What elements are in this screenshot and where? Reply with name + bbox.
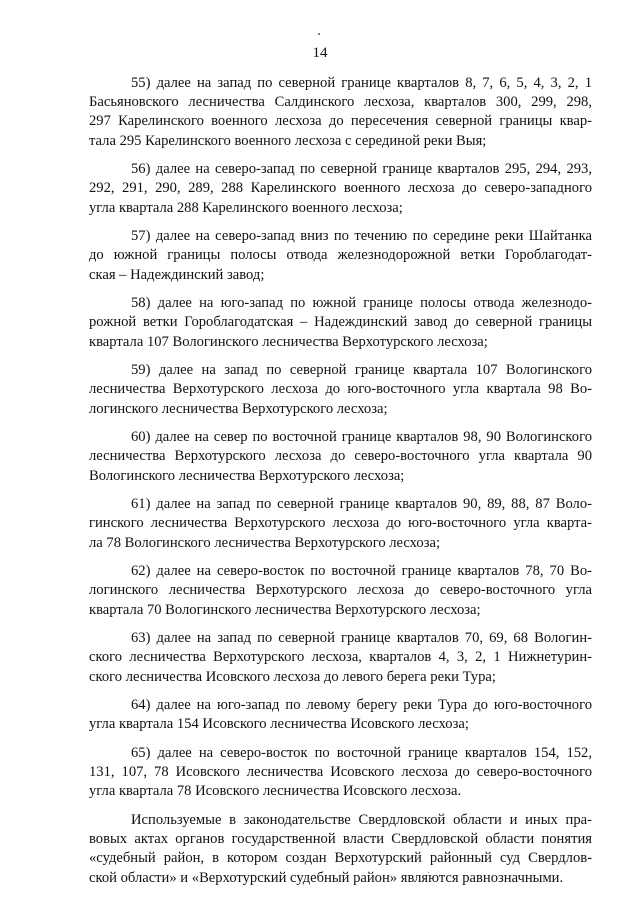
text-line: 57) далее на северо-запад вниз по течению по середине реки Шайтанка [131,228,592,245]
text-line: угла квартала 78 Исовского лесничества Исовского лесхоза. [89,783,462,800]
document-body [89,74,592,897]
paragraph [89,811,592,888]
text-line: квартала 107 Вологинского лесничества Верхотурского лесхоза; [89,333,488,350]
page-number: 14 [312,45,328,61]
paragraph [89,696,592,734]
text-line: ского лесничества Верхотурского лесхоза, кварталов 4, 3, 2, 1 Нижнетурин- [89,649,592,666]
text-line: 65) далее на северо-восток по восточной границе кварталов 154, 152, [131,745,592,761]
paragraph [89,160,592,218]
text-line: ская – Надеждинский завод; [89,266,265,283]
text-line: 59) далее на запад по северной границе квартала 107 Вологинского [131,362,592,379]
text-line: рожной ветки Гороблагодатская – Надеждинский завод до северной границы [89,314,592,331]
text-line: ской области» и «Верхотурский судебный район» являются равнозначными. [89,869,564,886]
text-line: 64) далее на юго-запад по левому берегу реки Тура до юго-восточного [131,697,592,714]
paragraph [89,562,592,620]
text-line: ла 78 Вологинского лесничества Верхотурского лесхоза; [89,534,441,551]
paragraph [89,74,592,151]
text-line: 56) далее на северо-запад по северной границе кварталов 295, 294, 293, [131,161,592,178]
paragraph [89,227,592,285]
text-line: Вологинского лесничества Верхотурского лесхоза; [89,467,405,484]
text-line: 63) далее на запад по северной границе кварталов 70, 69, 68 Вологин- [131,630,592,647]
text-line: 60) далее на север по восточной границе кварталов 98, 90 Вологинского [131,429,592,446]
text-line: 62) далее на северо-восток по восточной границе кварталов 78, 70 Во- [131,563,592,580]
text-line: логинского лесничества Верхотурского лесхоза до северо-восточного угла [89,582,592,599]
text-line: угла квартала 288 Карелинского военного лесхоза; [89,199,403,216]
text-line: 131, 107, 78 Исовского лесничества Исовского лесхоза до северо-восточного [89,764,592,781]
text-line: Используемые в законодательстве Свердловской области и иных пра- [131,812,592,828]
text-line: угла квартала 154 Исовского лесничества Исовского лесхоза; [89,716,469,733]
text-line: квартала 70 Вологинского лесничества Верхотурского лесхоза; [89,601,481,618]
text-line: «судебный район, в котором создан Верхотурский районный суд Свердлов- [89,850,592,867]
text-line: вовых актах органов государственной власти Свердловской области понятия [89,831,592,848]
paragraph [89,361,592,419]
paragraph [89,428,592,486]
text-line: 55) далее на запад по северной границе кварталов 8, 7, 6, 5, 4, 3, 2, 1 [131,75,592,91]
text-line: 58) далее на юго-запад по южной границе полосы отвода железнодо- [131,295,592,312]
scan-speck [318,33,320,35]
text-line: до южной границы полосы отвода железнодорожной ветки Гороблагодат- [89,247,592,264]
text-line: ского лесничества Исовского лесхоза до левого берега реки Тура; [89,668,496,685]
paragraph [89,744,592,802]
text-line: Басьяновского лесничества Салдинского лесхоза, кварталов 300, 299, 298, [89,94,592,111]
paragraph [89,294,592,352]
paragraph [89,629,592,687]
text-line: гинского лесничества Верхотурского лесхоза до юго-восточного угла кварта- [89,515,592,532]
text-line: тала 295 Карелинского военного лесхоза с серединой реки Выя; [89,132,487,149]
text-line: 292, 291, 290, 289, 288 Карелинского военного лесхоза до северо-западного [89,180,592,197]
text-line: лесничества Верхотурского лесхоза до юго-восточного угла квартала 98 Во- [89,381,592,398]
text-line: 297 Карелинского военного лесхоза до пересечения северной границы квар- [89,113,592,130]
text-line: логинского лесничества Верхотурского лесхоза; [89,400,388,417]
text-line: 61) далее на запад по северной границе кварталов 90, 89, 88, 87 Воло- [131,496,592,513]
text-line: лесничества Верхотурского лесхоза до северо-восточного угла квартала 90 [89,448,592,465]
paragraph [89,495,592,553]
